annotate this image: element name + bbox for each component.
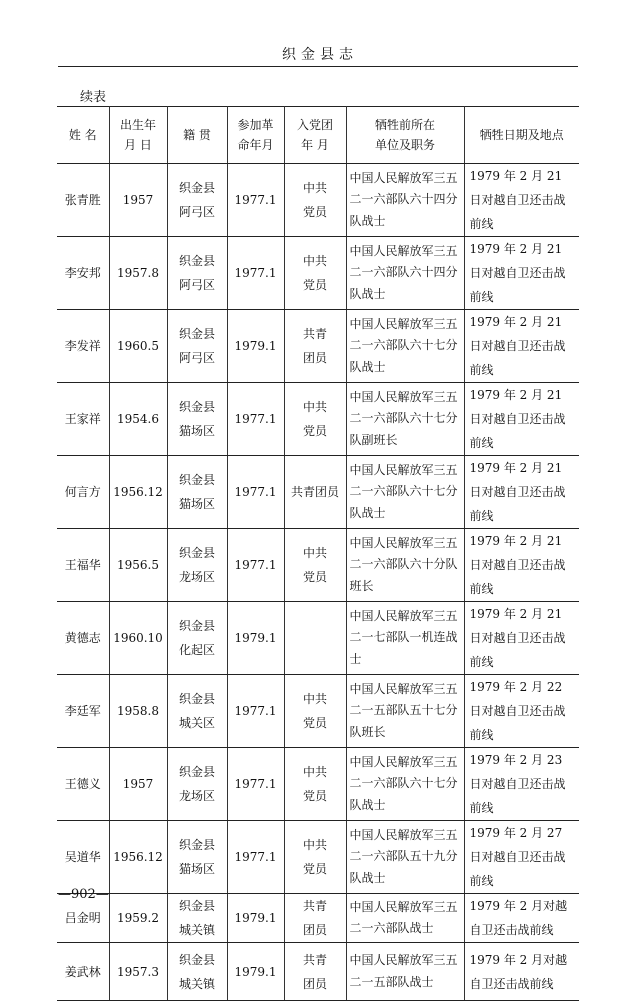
cell-name: 黄德志 (57, 602, 109, 675)
cell-party: 共青 团员 (284, 310, 346, 383)
table-row (57, 529, 579, 602)
cell-origin: 织金县 城关区 (167, 675, 227, 748)
cell-party: 共青 团员 (284, 943, 346, 1001)
table-row (57, 164, 579, 237)
cell-post: 中国人民解放军三五二一六部队六十七分队战士 (346, 310, 464, 383)
cell-origin: 织金县 猫场区 (167, 456, 227, 529)
cell-party: 中共 党员 (284, 383, 346, 456)
cell-join: 1979.1 (227, 894, 284, 943)
cell-birth: 1956.5 (109, 529, 167, 602)
cell-birth: 1954.6 (109, 383, 167, 456)
header-unit-post: 牺牲前所在 单位及职务 (346, 107, 464, 164)
martyrs-table (57, 106, 579, 1001)
cell-party: 中共 党员 (284, 821, 346, 894)
header-name: 姓 名 (57, 107, 109, 164)
cell-post: 中国人民解放军三五二一七部队一机连战士 (346, 602, 464, 675)
cell-party: 中共 党员 (284, 748, 346, 821)
cell-death: 1979 年 2 月 27 日对越自卫还击战前线 (464, 821, 579, 894)
cell-birth: 1958.8 (109, 675, 167, 748)
cell-post: 中国人民解放军三五二一五部队战士 (346, 943, 464, 1001)
table-row (57, 943, 579, 1001)
cell-death: 1979 年 2 月 21 日对越自卫还击战前线 (464, 164, 579, 237)
cell-join: 1979.1 (227, 943, 284, 1001)
cell-birth: 1957.3 (109, 943, 167, 1001)
table-row (57, 602, 579, 675)
cell-name: 李廷军 (57, 675, 109, 748)
cell-name: 何言方 (57, 456, 109, 529)
cell-join: 1979.1 (227, 310, 284, 383)
cell-birth: 1956.12 (109, 456, 167, 529)
table-header-row (57, 107, 579, 164)
cell-name: 吕金明 (57, 894, 109, 943)
cell-death: 1979 年 2 月 21 日对越自卫还击战前线 (464, 383, 579, 456)
cell-name: 吴道华 (57, 821, 109, 894)
cell-name: 姜武林 (57, 943, 109, 1001)
header-birth: 出生年 月 日 (109, 107, 167, 164)
cell-origin: 织金县 龙场区 (167, 529, 227, 602)
page-number: —902— (58, 887, 109, 902)
cell-name: 王家祥 (57, 383, 109, 456)
table-row (57, 383, 579, 456)
cell-birth: 1957.8 (109, 237, 167, 310)
cell-birth: 1960.5 (109, 310, 167, 383)
cell-name: 李安邦 (57, 237, 109, 310)
cell-join: 1977.1 (227, 383, 284, 456)
table-row (57, 456, 579, 529)
cell-party: 中共 党员 (284, 675, 346, 748)
table-row (57, 821, 579, 894)
cell-party: 中共 党员 (284, 237, 346, 310)
cell-death: 1979 年 2 月 23 日对越自卫还击战前线 (464, 748, 579, 821)
cell-party: 共青 团员 (284, 894, 346, 943)
cell-post: 中国人民解放军三五二一六部队五十九分队战士 (346, 821, 464, 894)
table-row (57, 748, 579, 821)
cell-post: 中国人民解放军三五二一六部队六十七分队副班长 (346, 383, 464, 456)
cell-party (284, 602, 346, 675)
cell-birth: 1959.2 (109, 894, 167, 943)
cell-death: 1979 年 2 月 22 日对越自卫还击战前线 (464, 675, 579, 748)
header-death-date-place: 牺牲日期及地点 (464, 107, 579, 164)
cell-death: 1979 年 2 月 21 日对越自卫还击战前线 (464, 237, 579, 310)
cell-death: 1979 年 2 月对越自卫还击战前线 (464, 943, 579, 1001)
cell-death: 1979 年 2 月 21 日对越自卫还击战前线 (464, 529, 579, 602)
cell-name: 李发祥 (57, 310, 109, 383)
header-join-date: 参加革 命年月 (227, 107, 284, 164)
cell-join: 1977.1 (227, 748, 284, 821)
cell-post: 中国人民解放军三五二一五部队五十七分队班长 (346, 675, 464, 748)
cell-post: 中国人民解放军三五二一六部队六十七分队战士 (346, 748, 464, 821)
cell-death: 1979 年 2 月 21 日对越自卫还击战前线 (464, 456, 579, 529)
table-row (57, 237, 579, 310)
cell-name: 张青胜 (57, 164, 109, 237)
cell-birth: 1957 (109, 748, 167, 821)
cell-origin: 织金县 城关镇 (167, 894, 227, 943)
table-row (57, 675, 579, 748)
cell-death: 1979 年 2 月 21 日对越自卫还击战前线 (464, 310, 579, 383)
header-origin: 籍 贯 (167, 107, 227, 164)
cell-join: 1977.1 (227, 529, 284, 602)
cell-birth: 1957 (109, 164, 167, 237)
cell-party: 共青团员 (284, 456, 346, 529)
cell-party: 中共 党员 (284, 529, 346, 602)
cell-origin: 织金县 猫场区 (167, 821, 227, 894)
table-row (57, 310, 579, 383)
cell-join: 1977.1 (227, 237, 284, 310)
cell-post: 中国人民解放军三五二一六部队六十分队班长 (346, 529, 464, 602)
cell-post: 中国人民解放军三五二一六部队六十四分队战士 (346, 164, 464, 237)
cell-origin: 织金县 阿弓区 (167, 310, 227, 383)
cell-join: 1977.1 (227, 821, 284, 894)
cell-join: 1977.1 (227, 456, 284, 529)
cell-origin: 织金县 阿弓区 (167, 237, 227, 310)
cell-party: 中共 党员 (284, 164, 346, 237)
cell-death: 1979 年 2 月 21 日对越自卫还击战前线 (464, 602, 579, 675)
cell-death: 1979 年 2 月对越自卫还击战前线 (464, 894, 579, 943)
header-rule (58, 66, 578, 67)
cell-name: 王福华 (57, 529, 109, 602)
cell-birth: 1956.12 (109, 821, 167, 894)
cell-birth: 1960.10 (109, 602, 167, 675)
header-party: 入党团 年 月 (284, 107, 346, 164)
cell-origin: 织金县 阿弓区 (167, 164, 227, 237)
cell-origin: 织金县 龙场区 (167, 748, 227, 821)
table-row (57, 894, 579, 943)
cell-origin: 织金县 猫场区 (167, 383, 227, 456)
cell-name: 王德义 (57, 748, 109, 821)
continued-label: 续表 (80, 90, 107, 105)
cell-post: 中国人民解放军三五二一六部队六十四分队战士 (346, 237, 464, 310)
cell-post: 中国人民解放军三五二一六部队战士 (346, 894, 464, 943)
cell-origin: 织金县 城关镇 (167, 943, 227, 1001)
cell-join: 1979.1 (227, 602, 284, 675)
cell-join: 1977.1 (227, 164, 284, 237)
page-header-title: 织金县志 (282, 47, 358, 63)
cell-post: 中国人民解放军三五二一六部队六十七分队战士 (346, 456, 464, 529)
cell-join: 1977.1 (227, 675, 284, 748)
cell-origin: 织金县 化起区 (167, 602, 227, 675)
